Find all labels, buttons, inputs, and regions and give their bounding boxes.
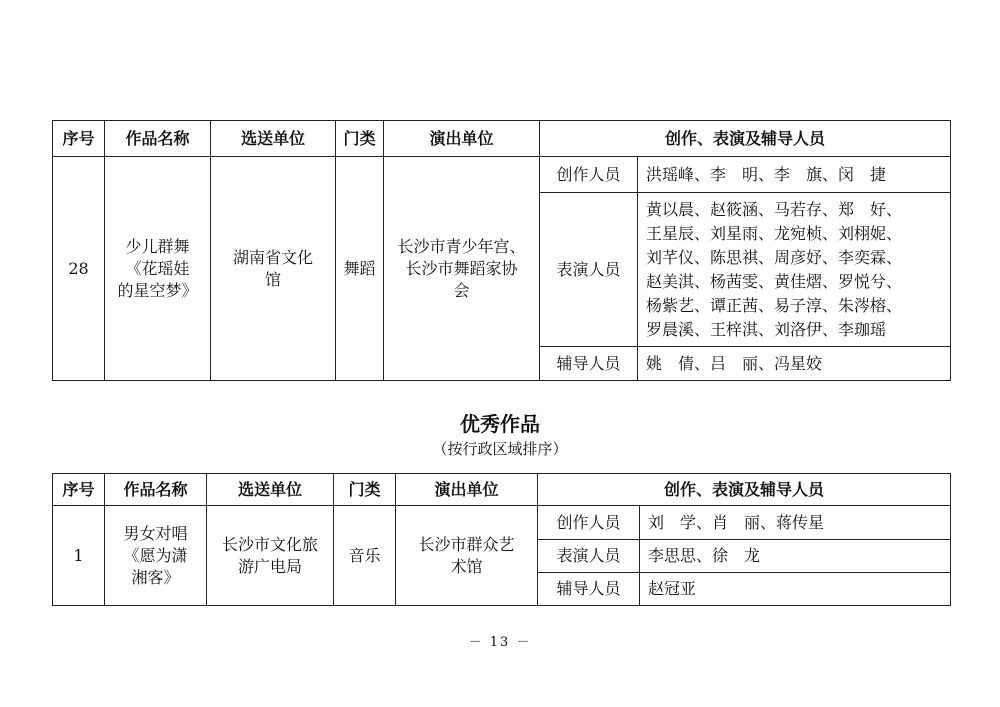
performer-names bbox=[638, 193, 951, 347]
performer-line: 会 bbox=[453, 280, 470, 300]
work-title bbox=[105, 157, 211, 381]
header-category: 门类 bbox=[334, 474, 396, 506]
header-staff: 创作、表演及辅导人员 bbox=[538, 474, 951, 506]
page-number: － 13 － bbox=[468, 635, 532, 650]
creator-names bbox=[640, 506, 951, 540]
section-title: 优秀作品 bbox=[460, 412, 540, 436]
unit-line: 馆 bbox=[264, 269, 281, 289]
creator-names-line: 刘 学、肖 丽、蒋传星 bbox=[648, 512, 825, 532]
header-unit: 选送单位 bbox=[211, 121, 336, 157]
tutor-names bbox=[638, 347, 951, 381]
work-title-line: 《愿为潇 bbox=[123, 545, 188, 565]
unit-line: 湖南省文化 bbox=[232, 247, 313, 267]
creator-names-line: 洪瑶峰、李 明、李 旗、闵 捷 bbox=[646, 164, 887, 184]
table-header-row bbox=[53, 121, 951, 157]
submitting-unit bbox=[211, 157, 336, 381]
performer-names-line: 黄以晨、赵筱涵、马若存、郑 好、 bbox=[646, 199, 903, 219]
work-title-line: 男女对唱 bbox=[123, 523, 188, 543]
header-work: 作品名称 bbox=[105, 474, 207, 506]
unit-line: 长沙市文化旅 bbox=[221, 534, 318, 554]
performer-line: 长沙市群众艺 bbox=[418, 534, 515, 554]
award-table-1 bbox=[52, 120, 951, 381]
header-no: 序号 bbox=[53, 474, 105, 506]
creator-names bbox=[638, 157, 951, 193]
role-performer: 表演人员 bbox=[540, 193, 638, 347]
header-performer: 演出单位 bbox=[396, 474, 538, 506]
work-title-line: 《花瑶娃 bbox=[125, 258, 190, 278]
performer-names-line: 李思思、徐 龙 bbox=[648, 546, 761, 565]
table-row bbox=[53, 157, 951, 193]
performing-unit bbox=[384, 157, 540, 381]
role-performer: 表演人员 bbox=[538, 540, 640, 573]
category: 音乐 bbox=[334, 506, 396, 606]
performer-line: 长沙市舞蹈家协 bbox=[405, 258, 518, 278]
work-title-line: 湘客》 bbox=[131, 567, 180, 587]
tutor-names-line: 姚 倩、吕 丽、冯星姣 bbox=[646, 353, 823, 373]
section-subtitle: （按行政区域排序） bbox=[432, 440, 568, 458]
performer-line: 术馆 bbox=[450, 556, 483, 576]
category: 舞蹈 bbox=[336, 157, 384, 381]
performer-names-line: 罗晨溪、王梓淇、刘洛伊、李珈瑶 bbox=[646, 319, 887, 339]
performer-line: 长沙市青少年宫、 bbox=[397, 236, 526, 256]
header-performer: 演出单位 bbox=[384, 121, 540, 157]
submitting-unit bbox=[207, 506, 334, 606]
performing-unit bbox=[396, 506, 538, 606]
performer-names-line: 王星辰、刘星雨、龙宛桢、刘栩妮、 bbox=[646, 223, 903, 243]
table-row bbox=[53, 506, 951, 540]
header-unit: 选送单位 bbox=[207, 474, 334, 506]
entry-number: 1 bbox=[53, 506, 105, 606]
header-no: 序号 bbox=[53, 121, 105, 157]
table-header-row bbox=[53, 474, 951, 506]
work-title-line: 的星空梦》 bbox=[117, 280, 198, 300]
header-staff: 创作、表演及辅导人员 bbox=[540, 121, 951, 157]
award-table-2 bbox=[52, 473, 951, 606]
work-title bbox=[105, 506, 207, 606]
role-tutor: 辅导人员 bbox=[538, 573, 640, 606]
performer-names bbox=[640, 540, 951, 573]
role-creator: 创作人员 bbox=[538, 506, 640, 540]
unit-line: 游广电局 bbox=[237, 556, 302, 576]
role-creator: 创作人员 bbox=[540, 157, 638, 193]
role-tutor: 辅导人员 bbox=[540, 347, 638, 381]
tutor-names bbox=[640, 573, 951, 606]
performer-names-line: 刘芊仪、陈思祺、周彦妤、李奕霖、 bbox=[646, 247, 903, 267]
performer-names-line: 赵美淇、杨茜雯、黄佳熠、罗悦兮、 bbox=[646, 271, 903, 291]
tutor-names-line: 赵冠亚 bbox=[648, 579, 697, 598]
work-title-line: 少儿群舞 bbox=[125, 236, 190, 256]
header-work: 作品名称 bbox=[105, 121, 211, 157]
performer-names-line: 杨紫艺、谭正茜、易子淳、朱涔榕、 bbox=[646, 295, 903, 315]
header-category: 门类 bbox=[336, 121, 384, 157]
entry-number: 28 bbox=[53, 157, 105, 381]
